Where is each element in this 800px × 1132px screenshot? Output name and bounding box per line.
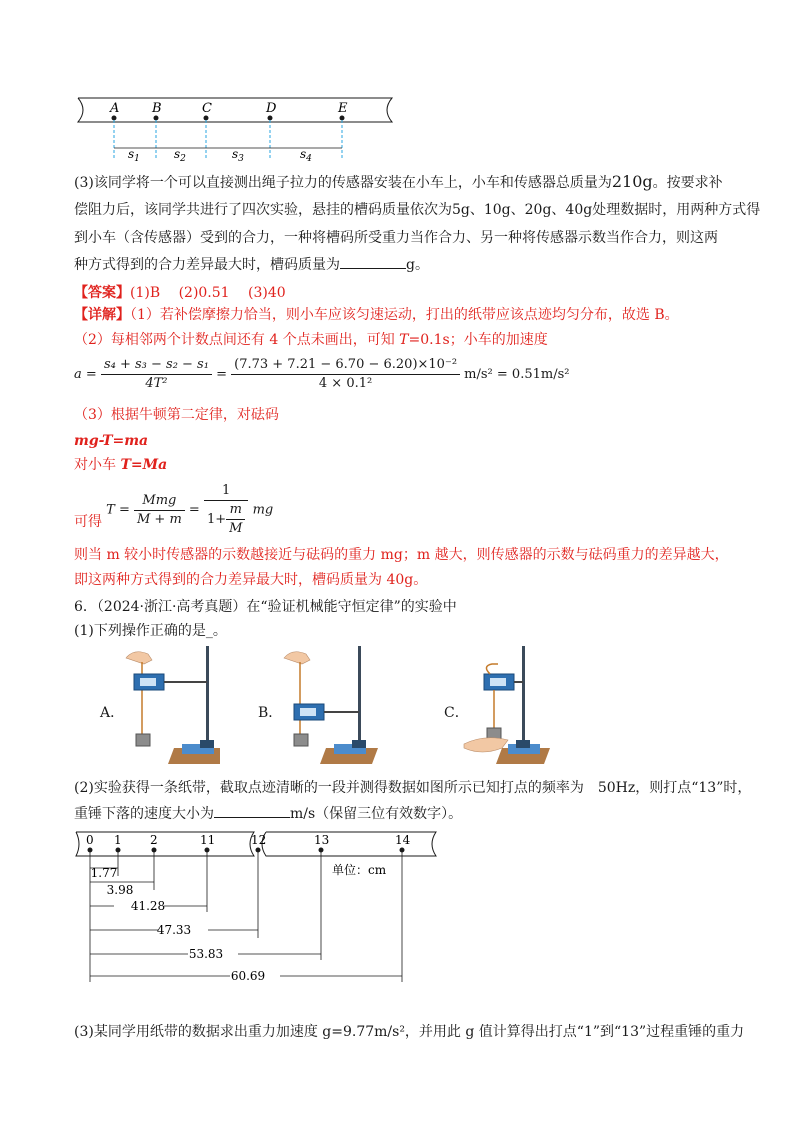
tape1-point-d: D <box>266 101 277 116</box>
tape2-point-0: 0 <box>86 833 94 847</box>
apparatus-a-figure <box>120 644 220 766</box>
tape2-dist-6: 60.69 <box>230 969 266 983</box>
explain-eq1: mg-T=ma <box>74 433 149 449</box>
tape2-point-14: 14 <box>395 833 411 847</box>
option-c-label[interactable]: C． <box>444 705 469 721</box>
q3-line-3: 到小车（含传感器）受到的合力，一种将槽码所受重力当作合力、另一种将传感器示数当作合力，则这两 <box>74 230 718 246</box>
q6-speed-blank[interactable] <box>214 803 290 818</box>
explain-eq2: 对小车 T=Ma <box>74 457 168 473</box>
tape1-seg-2: $s_2$ <box>174 147 186 164</box>
tape2-unit: 单位：cm <box>332 863 387 877</box>
tape1-point-e: E <box>338 101 348 116</box>
tape2-point-13: 13 <box>314 833 330 847</box>
tape-diagram-2 <box>70 826 440 990</box>
q3-line-2: 偿阻力后，该同学共进行了四次实验，悬挂的槽码质量依次为5g、10g、20g、40g处理数据时，用两种方式得 <box>74 202 761 218</box>
tape2-dist-2: 3.98 <box>106 883 134 897</box>
explain-label: 【详解】 <box>74 307 130 323</box>
tension-formula: 可得 T = $\frac{\text{Mmg}}{M + m}$ = 1 1+ $\frac{m}{M}$ mg <box>74 483 274 536</box>
tape2-dist-3: 41.28 <box>130 899 166 913</box>
tape1-seg-4: $s_4$ <box>300 147 312 164</box>
tape2-point-2: 2 <box>150 833 158 847</box>
tape1-point-c: C <box>202 101 212 116</box>
answer-line: 【答案】(1)B (2)0.51 (3)40 <box>74 285 286 301</box>
explain-p6: 即这两种方式得到的合力差异最大时，槽码质量为 40g。 <box>74 572 428 588</box>
tape1-seg-1: $s_1$ <box>128 147 140 164</box>
tape2-point-11: 11 <box>200 833 216 847</box>
explain-p3: （3）根据牛顿第二定律，对砝码 <box>74 407 279 423</box>
tape1-point-b: B <box>152 101 162 116</box>
q6-sub1: (1)下列操作正确的是_。 <box>74 623 227 639</box>
q6-sub3: (3)某同学用纸带的数据求出重力加速度 g=9.77m/s²，并用此 g 值计算得出打点“1”到“13”过程重锤的重力 <box>74 1024 745 1040</box>
acceleration-formula: a = $\frac{\text{s₄ + s₃ − s₂ − s₁}}{\text{4T²}}$ = $\frac{\text{(7.73 + 7.21 − 6.70 − 6.20)×10⁻²}}{\text{4 × 0.1²}}$ m/s² = 0.51m/s² <box>74 357 570 391</box>
explain-p5: 则当 m 较小时传感器的示数越接近与砝码的重力 mg；m 越大，则传感器的示数与砝码重力的差异越大， <box>74 547 729 563</box>
q6-sub2-line-1: (2)实验获得一条纸带，截取点迹清晰的一段并测得数据如图所示已知打点的频率为 50Hz，则打点“13”时， <box>74 780 752 796</box>
option-b-label[interactable]: B． <box>258 705 283 721</box>
q6-sub2-line-2: 重锤下落的速度大小为 m/s（保留三位有效数字）。 <box>74 803 462 824</box>
explain-p1: 【详解】（1）若补偿摩擦力恰当，则小车应该匀速运动，打出的纸带应该点迹均匀分布，故选 B。 <box>74 307 679 323</box>
tape2-dist-4: 47.33 <box>156 923 192 937</box>
q3-line-1: (3)该同学将一个可以直接测出绳子拉力的传感器安装在小车上，小车和传感器总质量为210g。按要求补 <box>74 172 723 191</box>
option-a-label[interactable]: A． <box>100 705 125 721</box>
tape2-point-12: 12 <box>251 833 267 847</box>
tape2-dist-5: 53.83 <box>188 947 224 961</box>
answer-label: 【答案】 <box>74 285 130 301</box>
q3-line-4: 种方式得到的合力差异最大时，槽码质量为 g。 <box>74 254 429 275</box>
tape-diagram-1 <box>70 92 400 164</box>
apparatus-c-figure <box>462 644 552 766</box>
tape2-point-1: 1 <box>114 833 122 847</box>
q3-mass: 210g <box>611 172 653 191</box>
q6-title: 6．（2024·浙江·高考真题）在“验证机械能守恒定律”的实验中 <box>74 599 457 615</box>
apparatus-b-figure <box>278 644 378 766</box>
tape2-dist-1: 1.77 <box>90 866 118 880</box>
tape1-seg-3: $s_3$ <box>232 147 244 164</box>
q3-masses: 5g、10g、20g、40g <box>452 202 593 218</box>
q3-answer-blank[interactable] <box>340 254 406 269</box>
explain-p2: （2）每相邻两个计数点间还有 4 个点未画出，可知 T=0.1s；小车的加速度 <box>74 332 548 348</box>
tape1-point-a: A <box>110 101 120 116</box>
